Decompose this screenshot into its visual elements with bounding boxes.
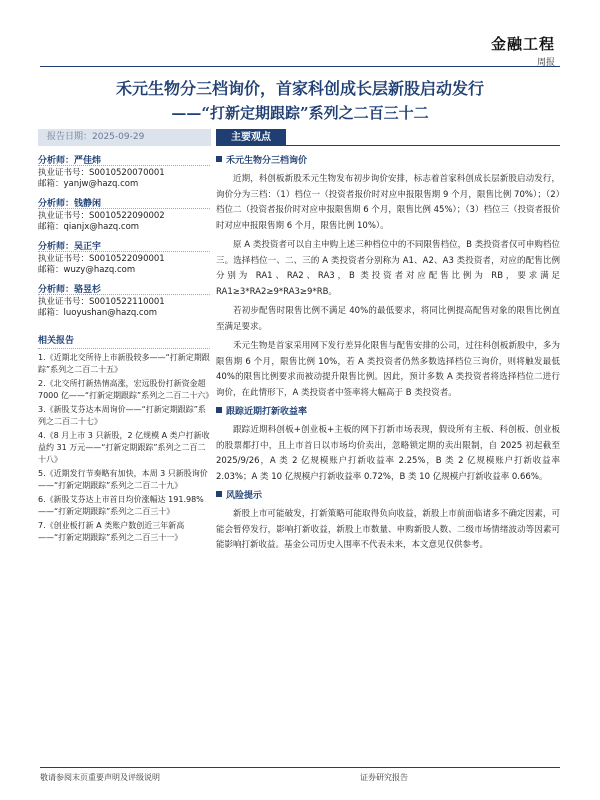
analyst-email[interactable]: 邮箱：qianjx@hazq.com [38,222,140,232]
square-bullet-icon [216,407,222,413]
analyst-block [38,153,210,188]
related-report-item[interactable]: 4.《8 月上市 3 只新股，2 亿规模 A 类户打新收益约 31 万元——“打新定期跟踪”系列之二百二十八》 [38,431,210,464]
related-report-item[interactable]: 3.《新股艾芬达本周询价——“打新定期跟踪”系列之二百二十七》 [38,405,206,426]
analyst-cert: 执业证书号：S0010522090001 [38,254,165,264]
related-report-item[interactable]: 7.《创业板打新 A 类账户数创近三年新高——“打新定期跟踪”系列之二百三十一》 [38,521,185,542]
analyst-email[interactable]: 邮箱：yanjw@hazq.com [38,179,139,189]
square-bullet-icon [216,156,222,162]
section-heading-text: 风险提示 [226,491,263,501]
analyst-cert: 执业证书号：S0010520070001 [38,168,165,178]
analyst-cert: 执业证书号：S0010522110001 [38,297,165,307]
analyst-block [38,282,210,317]
paragraph: 原 A 类投资者可以自主申购上述三种档位中的不同限售档位，B 类投资者仅可申购档位三。选择档位一、二、三的 A 类投资者分别称为 A1、A2、A3 类投资者，对应的配售比例分别为 RA1、RA2、RA3，B 类投资者对应配售比例为 RB，要求满足 RA1≥3*RA2≥9*RA3≥9*RB。 [216,240,560,297]
section-heading [216,405,560,419]
section-heading [216,154,560,168]
analyst-name: 分析师：吴正宇 [38,239,210,252]
paragraph: 近期，科创板新股禾元生物发布初步询价安排，标志着首家科创成长层新股启动发行，询价分为三档：（1）档位一（投资者报价时对应申报限售期 9 个月，限售比例 70%）；（2）档位二（投资者报价时对应申报限售期 6 个月，限售比例 45%）；（3）档位三（投资者报价时对应申报限售期 6 个月，限售比例 10%）。 [216,174,560,231]
report-type: 周报 [536,58,555,68]
section-heading-text: 禾元生物分三档询价 [226,156,308,166]
analyst-name: 分析师：骆昱杉 [38,282,210,295]
related-report-item[interactable]: 2.《北交所打新热情高涨，宏远股份打新资金超 7000 亿——“打新定期跟踪”系列之二百二十六》 [38,379,214,400]
analyst-block [38,196,210,231]
analyst-email[interactable]: 邮箱：luoyushan@hazq.com [38,308,158,318]
related-reports-title: 相关报告 [38,333,210,349]
paragraph: 若初步配售时限售比例不满足 40%的最低要求，将同比例提高配售对象的限售比例直至满足要求。 [216,306,560,332]
top-rule [40,66,560,67]
section-heading [216,489,560,503]
bottom-rule [40,767,560,768]
section-heading-text: 跟踪近期打新收益率 [226,407,308,417]
sidebar [38,150,214,546]
square-bullet-icon [216,491,222,497]
related-report-item[interactable]: 5.《近期发行节奏略有加快，本周 3 只新股询价——“打新定期跟踪”系列之二百二十九》 [38,469,208,490]
report-title: 禾元生物分三档询价，首家科创成长层新股启动发行 [115,79,484,98]
analyst-name: 分析师：严佳炜 [38,153,210,166]
footer-disclaimer[interactable]: 敬请参阅末页重要声明及评级说明 [40,773,160,782]
analyst-email[interactable]: 邮箱：wuzy@hazq.com [38,265,136,275]
analyst-name: 分析师：钱静闲 [38,196,210,209]
report-date-bar: 报告日期：2025-09-29 [38,129,211,146]
related-report-item[interactable]: 1.《近期北交所待上市新股较多——“打新定期跟踪”系列之二百二十五》 [38,353,210,374]
main-points-tag: 主要观点 [216,129,286,146]
main-points-header [216,129,560,146]
footer-report-label: 证券研究报告 [360,773,408,782]
analyst-block [38,239,210,274]
report-subtitle: ——“打新定期跟踪”系列之二百三十二 [171,104,429,122]
paragraph: 新股上市可能破发，打新策略可能取得负向收益，新股上市前面临诸多不确定因素，可能会暂停发行，影响打新收益，新股上市数量、申购新股人数、二级市场情绪波动等因素可能影响打新收益。基金公司历史入围率不代表未来，本文意见仅供参考。 [216,509,560,550]
analyst-cert: 执业证书号：S0010522090002 [38,211,165,221]
paragraph: 跟踪近期科创板+创业板+主板的网下打新市场表现，假设所有主板、科创板、创业板的股票都打中，且上市首日以市场均价卖出，忽略锁定期的卖出限制，自 2025 初起截至 2025/9/26，A 类 2 亿规模账户打新收益率 2.25%，B 类 2 亿规模账户打新收益率 2.03%；A 类 10 亿规模户打新收益率 0.72%，B 类 10 亿规模户打新收益率 0.66%。 [216,425,560,482]
brand-name: 金融工程 [490,35,555,53]
related-report-item[interactable]: 6.《新股艾芬达上市首日均价涨幅达 191.98%——“打新定期跟踪”系列之二百三十》 [38,495,204,516]
paragraph: 禾元生物是首家采用网下发行差异化限售与配售安排的公司，过往科创板新股中，多为限售期 6 个月，限售比例 10%，若 A 类投资者仍然多数选择档位三询价，则将触发最低 40%的限售比例要求而被动提升限售比例。因此，预计多数 A 类投资者将选择档位二进行询价，在此情形下，A 类投资者中签率将大幅高于 B 类投资者。 [216,341,560,398]
main-content [216,150,560,554]
